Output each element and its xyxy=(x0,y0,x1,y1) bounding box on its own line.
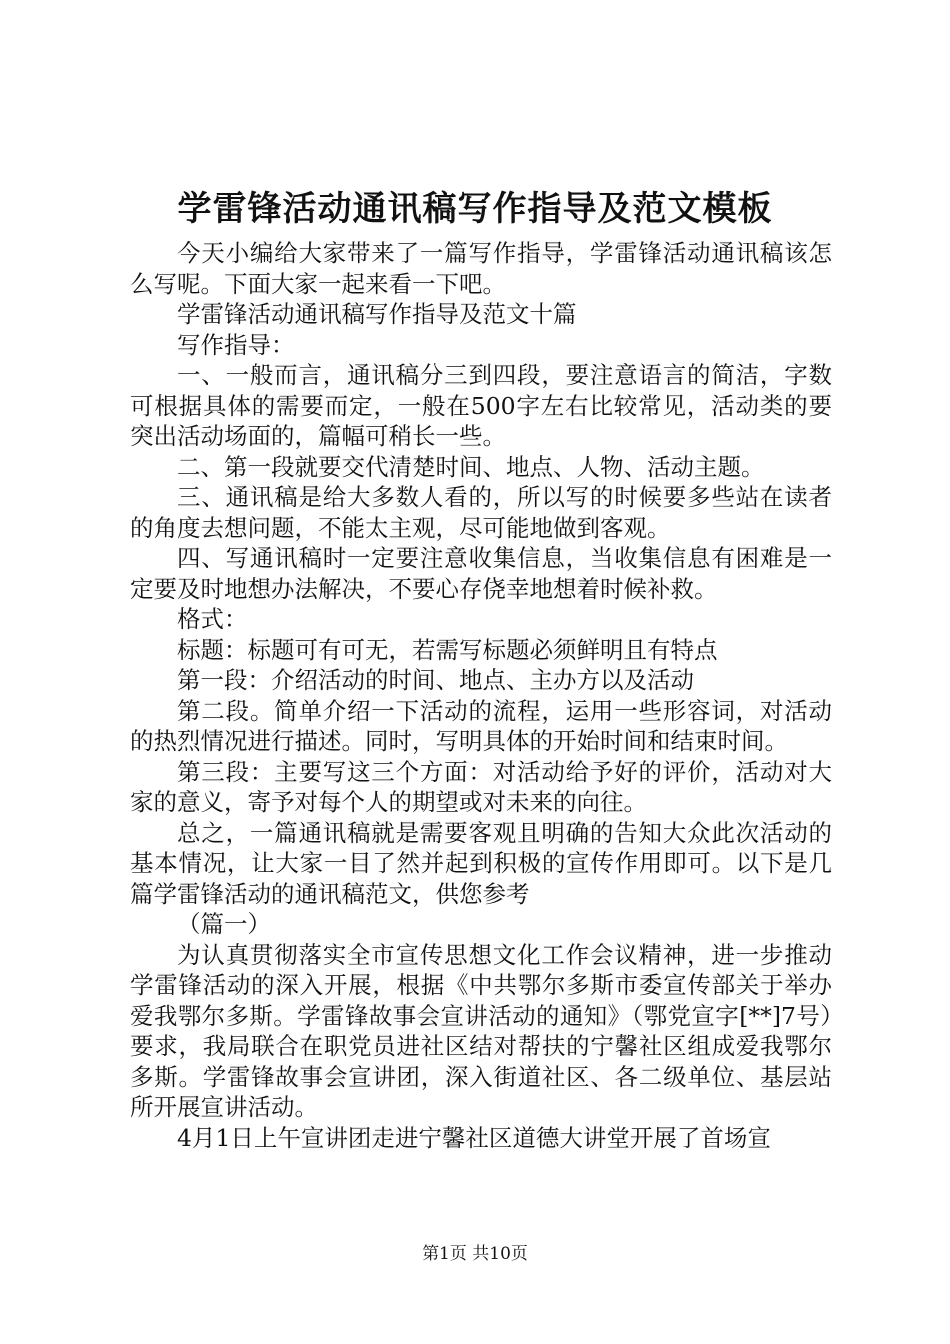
paragraph-format-section-2: 第二段。简单介绍一下活动的流程，运用一些形容词，对活动的热烈情况进行描述。同时，写明具体的开始时间和结束时间。 xyxy=(130,696,832,755)
paragraph-format-section-3: 第三段：主要写这三个方面：对活动给予好的评价，活动对大家的意义，寄予对每个人的期望或对未来的向往。 xyxy=(130,757,832,816)
paragraph-guide-1: 一、一般而言，通讯稿分三到四段，要注意语言的简洁，字数可根据具体的需要而定，一般在500字左右比较常见，活动类的要突出活动场面的，篇幅可稍长一些。 xyxy=(130,361,832,450)
paragraph-guide-2: 二、第一段就要交代清楚时间、地点、人物、活动主题。 xyxy=(177,452,765,481)
paragraph-guide-3: 三、通讯稿是给大多数人看的，所以写的时候要多些站在读者的角度去想问题，不能太主观，尽可能地做到客观。 xyxy=(130,483,832,542)
paragraph-sample-2: 4月1日上午宣讲团走进宁馨社区道德大讲堂开展了首场宣 xyxy=(177,1123,771,1152)
paragraph-format-heading: 格式： xyxy=(177,605,248,633)
paragraph-sample-1: 为认真贯彻落实全市宣传思想文化工作会议精神，进一步推动学雷锋活动的深入开展，根据《中共鄂尔多斯市委宣传部关于举办爱我鄂尔多斯。学雷锋故事会宣讲活动的通知》（鄂党宣字[**]7号）要求，我局联合在职党员进社区结对帮扶的宁馨社区组成爱我鄂尔多斯。学雷锋故事会宣讲团，深入街道社区、各二级单位、基层站所开展宣讲活动。 xyxy=(130,940,832,1121)
page-footer: 第1页 共10页 xyxy=(422,1244,528,1264)
paragraph-format-section-1: 第一段：介绍活动的时间、地点、主办方以及活动 xyxy=(177,666,694,694)
paragraph-guide-heading: 写作指导： xyxy=(177,330,295,359)
document-body xyxy=(130,238,832,1153)
paragraph-guide-4: 四、写通讯稿时一定要注意收集信息，当收集信息有困难是一定要及时地想办法解决，不要心存侥幸地想着时候补救。 xyxy=(130,544,832,603)
paragraph-sample-heading: （篇一） xyxy=(177,910,271,938)
paragraph-format-title: 标题：标题可有可无，若需写标题必须鲜明且有特点 xyxy=(177,635,718,664)
document-title: 学雷锋活动通讯稿写作指导及范文模板 xyxy=(177,189,773,229)
paragraph-summary: 总之，一篇通讯稿就是需要客观且明确的告知大众此次活动的基本情况，让大家一目了然并起到积极的宣传作用即可。以下是几篇学雷锋活动的通讯稿范文，供您参考 xyxy=(130,818,832,908)
paragraph-intro: 今天小编给大家带来了一篇写作指导，学雷锋活动通讯稿该怎么写呢。下面大家一起来看一下吧。 xyxy=(130,239,832,298)
paragraph-subtitle: 学雷锋活动通讯稿写作指导及范文十篇 xyxy=(177,300,577,328)
